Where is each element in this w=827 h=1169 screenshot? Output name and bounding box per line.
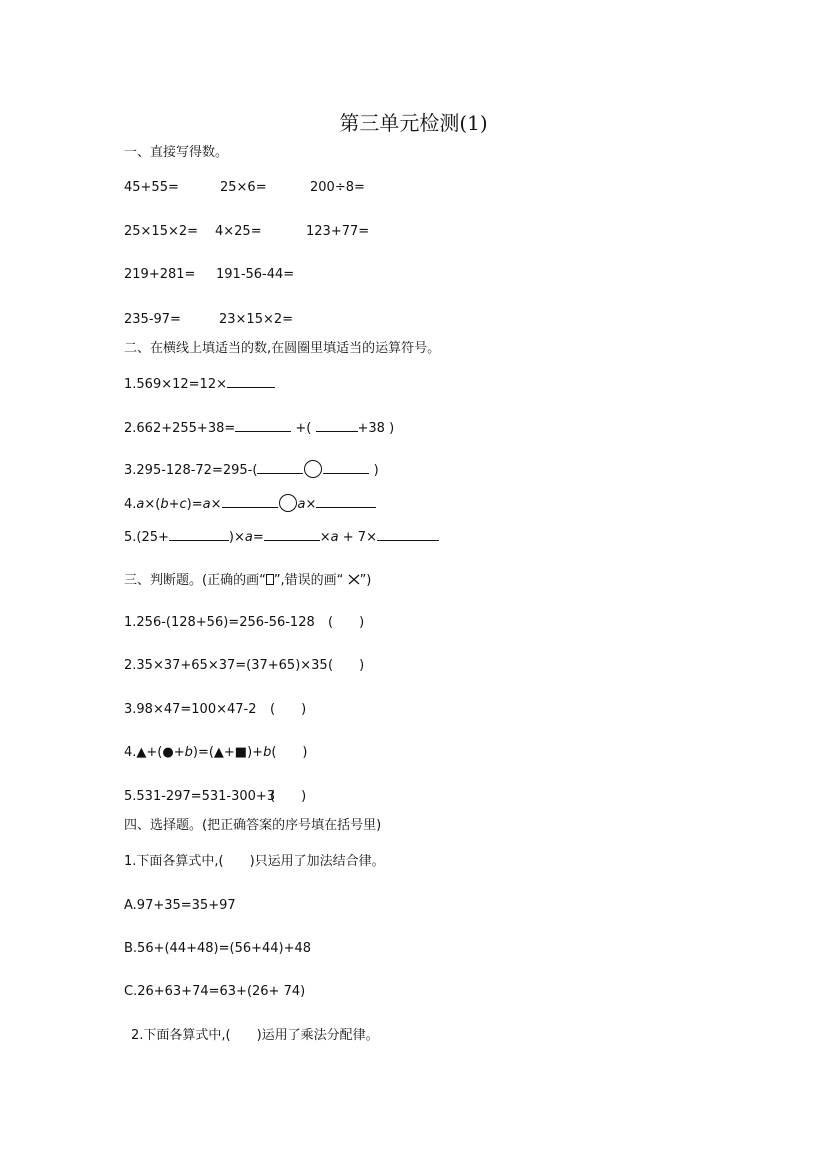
page-title: 第三单元检测(1) <box>339 111 488 135</box>
answer-paren[interactable]: ( ) <box>328 615 365 630</box>
calc-item: 219+281= <box>124 267 196 282</box>
answer-blank[interactable] <box>323 461 369 474</box>
choice-question-1: 1.下面各算式中,( )只运用了加法结合律。 <box>124 854 385 869</box>
judge-item-3: 3.98×47=100×47-2 <box>124 702 257 717</box>
choice-option-a: A.97+35=35+97 <box>124 898 236 913</box>
calc-item: 45+55= <box>124 180 179 195</box>
answer-blank[interactable] <box>316 419 358 432</box>
calc-item: 235-97= <box>124 312 181 327</box>
section2-heading: 二、在横线上填适当的数,在圆圈里填适当的运算符号。 <box>124 341 441 356</box>
answer-blank[interactable] <box>227 375 275 388</box>
judge-item-1: 1.256-(128+56)=256-56-128 <box>124 615 315 630</box>
answer-blank[interactable] <box>169 528 229 541</box>
calc-item: 23×15×2= <box>219 312 294 327</box>
choice-option-b: B.56+(44+48)=(56+44)+48 <box>124 941 312 956</box>
fill-question-2: 2.662+255+38= +( +38 ) <box>124 421 395 436</box>
choice-question-2: 2.下面各算式中,( )运用了乘法分配律。 <box>131 1028 379 1043</box>
section3-heading: 三、判断题。(正确的画“ ”,错误的画“ ”) <box>124 573 372 588</box>
answer-blank[interactable] <box>235 419 291 432</box>
answer-blank[interactable] <box>316 495 376 508</box>
calc-item: 123+77= <box>306 224 370 239</box>
answer-blank[interactable] <box>222 495 278 508</box>
operator-circle[interactable] <box>304 460 322 478</box>
answer-blank[interactable] <box>377 528 439 541</box>
judge-item-2: 2.35×37+65×37=(37+65)×35 <box>124 658 328 673</box>
section1-heading: 一、直接写得数。 <box>124 145 229 160</box>
answer-paren[interactable]: ( ) <box>270 789 307 804</box>
cross-icon <box>343 573 359 588</box>
fill-question-3: 3.295-128-72=295-( ) <box>124 460 379 480</box>
choice-option-c: C.26+63+74=63+(26+ 74) <box>124 984 306 999</box>
answer-blank[interactable] <box>264 528 320 541</box>
section4-heading: 四、选择题。(把正确答案的序号填在括号里) <box>124 818 382 833</box>
fill-question-5: 5.(25+ )×a= ×a + 7× <box>124 528 439 547</box>
calc-item: 200÷8= <box>310 180 365 195</box>
answer-blank[interactable] <box>257 461 303 474</box>
calc-item: 4×25= <box>215 224 262 239</box>
fill-question-1: 1.569×12=12× <box>124 375 275 394</box>
check-box-icon <box>266 574 274 585</box>
calc-item: 191-56-44= <box>216 267 295 282</box>
calc-item: 25×15×2= <box>124 224 199 239</box>
judge-item-5: 5.531-297=531-300+3 <box>124 789 276 804</box>
operator-circle[interactable] <box>279 494 297 512</box>
calc-item: 25×6= <box>220 180 267 195</box>
answer-paren[interactable]: ( ) <box>270 702 307 717</box>
answer-paren[interactable]: ( ) <box>328 658 365 673</box>
judge-item-4: 4.▲+(●+b)=(▲+■)+b( ) <box>124 745 308 760</box>
fill-question-4: 4.a×(b+c)=a× a× <box>124 494 376 514</box>
